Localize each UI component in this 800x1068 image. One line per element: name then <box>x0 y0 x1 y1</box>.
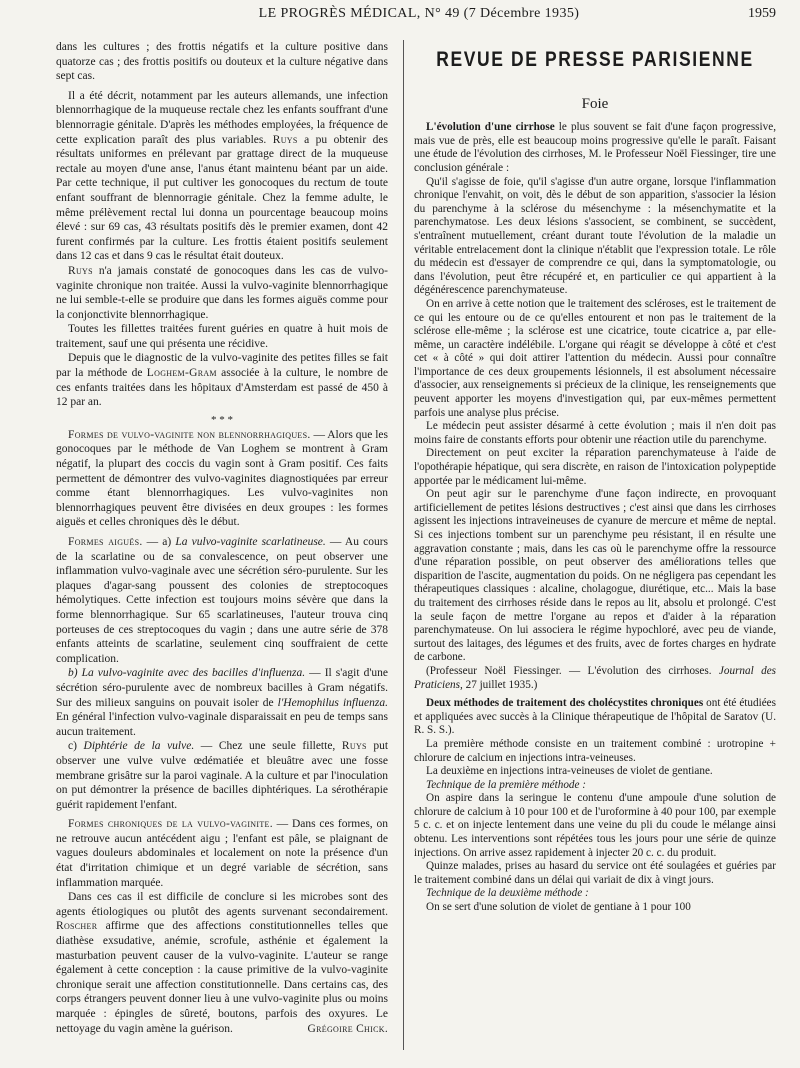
text-run: c) <box>68 740 77 753</box>
column-divider <box>403 40 404 1050</box>
subsection-title: Foie <box>581 95 609 112</box>
paragraph: On peut agir sur le parenchyme d'une façon indirecte, en provoquant artificiellement de petites lésions destructives ; c'est ainsi que dans les cirrhoses agissent les injections intraveineuses de cyanure de mercure et même de neptal. Si ces injections tombent sur un parenchyme peu résistant, il en résulte une aggravation constante ; mais, dans les cas où le parenchyme offre la ressource d'une réparation possible, on peut observer des améliorations telles que disparition de l'ascite, augmentation du poids. On ne négligera pas cependant les thérapeutiques classiques : alcaline, cholagogue, diurétique, etc... Mais la base du traitement des cirrhoses réside dans le repos au lit, absolu et prolongé. C'est la seule façon de mettre l'organe au repos et d'aider à la réparation parenchymateuse. On lui associera le régime hypochloré, avec peu de viande, surtout des laitages, des légumes et des fruits, avec de fortes charges en hydrate de carbone. <box>414 488 776 664</box>
paragraph <box>56 739 388 812</box>
journal-name: Journal des Praticiens, <box>414 664 777 691</box>
italic-heading: Diphtérie de la vulve. <box>83 740 195 753</box>
section-title: REVUE DE PRESSE PARISIENNE <box>436 46 754 71</box>
text-run: n'a jamais constaté de gonocoques dans les cas de vulvo-vaginite chronique non traitée. Aussi la vulvo-vaginite blennorrhagique ne lui semble-t-elle se produire que dans les formes aiguës comme pour la conjonctivite blennorrhagique. <box>56 264 388 321</box>
page-number: 1959 <box>748 6 776 21</box>
paragraph-heading: Formes aiguës. <box>68 536 143 548</box>
text-run: a pu obtenir des résultats uniformes en prélevant par grattage direct de la muqueuse rectale au moyen d'une anse, l'anus étant maintenu béant par un aide. Par cette technique, il put cultiver les gonocoques du rectum de toute enfant souffrant de blennorragie génitale. Chez la femme adulte, le même prélèvement rectal lui donna un pourcentage beaucoup moins élevé : sur 69 cas, 43 résultats positifs dès le premier examen, dont 42 furent confirmés par la culture. Les frottis étaient positifs seulement dans 12 cas et dans 9 cas le résultat était douteux. <box>56 133 389 263</box>
article-signature: Grégoire Chick. <box>307 1022 388 1035</box>
text-run: 27 juillet 1935.) <box>465 678 538 691</box>
italic-heading: Technique de la première méthode : <box>426 778 586 791</box>
right-column <box>414 46 777 915</box>
text-run: le plus souvent se fait d'une façon progressive, mais vue de près, elle est beaucoup moins progressive qu'elle le paraît. Faisant une étude de l'évolution des cirrhoses, M. le Professeur Noël Fiessinger, tire une conclusion générale : <box>414 121 776 174</box>
paragraph: On aspire dans la seringue le contenu d'une ampoule d'une solution de chlorure de calcium à 10 pour 100 et de l'uroformine à 40 pour 100, par exemple 5 c. c. et on injecte lentement dans une veine du pli du coude le mélange ainsi obtenu. Les interventions sont répétées tous les jours pour une série de quinze injections. On arrive assez rapidement à injecter 20 c. c. du produit. <box>414 792 776 859</box>
citation <box>414 665 776 692</box>
paragraph <box>56 89 388 264</box>
paragraph <box>56 666 388 739</box>
paragraph: Quinze malades, prises au hasard du service ont été soulagées et guéries par le traitement combiné dans un délai qui variait de dix à vingt jours. <box>414 860 776 886</box>
text-run: — Au cours de la scarlatine ou de sa convalescence, on peut observer une inflammation vulvo-vaginale avec une sécrétion séro-purulente. Sur les plaques d'agar-sang poussent des colonies de streptocoques hémolytiques. Cette infection est toujours moins sévère que dans la forme blennorrhagique. Sur 65 scarlatineuses, l'auteur trouva cinq porteuses de ces streptocoques du vagin ; dans une autre série de 378 enfants atteints de scarlatine, seulement cinq souffraient de cette complication. <box>56 536 389 665</box>
text-run: Dans ces cas il est difficile de conclure si les microbes sont des agents étiologiques ou plutôt des agents survenant secondairement. <box>56 891 388 918</box>
paragraph-heading: L'évolution d'une cirrhose <box>426 121 555 134</box>
paragraph: La deuxième en injections intra-veineuses de violet de gentiane. <box>426 765 713 778</box>
paragraph: Le médecin peut assister désarmé à cette évolution ; mais il n'en doit pas moins faire de constants efforts pour obtenir une réaction utile du parenchyme. <box>414 420 776 446</box>
italic-term: l'Hemophilus influenza. <box>277 696 388 709</box>
text-run: — a) <box>146 536 172 548</box>
left-column <box>56 40 388 1036</box>
paragraph <box>414 779 776 793</box>
paragraph-heading: Formes chroniques de la vulvo-vaginite. <box>68 818 273 831</box>
journal-title: LE PROGRÈS MÉDICAL, N° 49 (7 Décembre 1935) <box>258 6 580 21</box>
text-run: — Chez une seule fillette, <box>200 740 336 753</box>
author-name: Ruys <box>68 264 93 277</box>
author-name: Roscher <box>56 920 98 933</box>
italic-heading: b) La vulvo-vaginite avec des bacilles d'influenza. <box>68 667 306 680</box>
paragraph: Qu'il s'agisse de foie, qu'il s'agisse d'un autre organe, lorsque l'inflammation chronique l'envahit, on voit, dès le début de son apparition, s'associer la lésion du parenchyme à la sclérose du mésenchyme : la mésenchymatite et la parenchymatose. Les deux lésions s'associent, se combinent, se succèdent, s'entraînent mutuellement, créant durant toute l'évolution de la maladie un véritable entrelacement dont la clinique n'établit que l'expression totale. Le rôle du médecin est d'essayer de comprendre ce qui, dans la symptomatologie, ou dans l'évolution, peut être récupéré et, en particulier ce qui appartient à la dégénérescence parenchymateuse. <box>414 175 776 297</box>
text-run: — Dans ces formes, on ne retrouve aucun antécédent aigu ; l'enfant est pâle, se plaignant de vagues douleurs abdominales et localement on note la présence d'un état d'irritation chimique et un degré variable de sécrétion, sans inflammation marquée. <box>56 818 388 889</box>
paragraph: Toutes les fillettes traitées furent guéries en quatre à huit mois de traitement, sauf une qui présenta une récidive. <box>56 323 388 350</box>
text-run: associée à la culture, le nombre de ces enfants traitées dans les hôpitaux d'Amsterdam est passé de 450 à 12 par an. <box>56 367 389 409</box>
paragraph <box>56 264 388 322</box>
running-header <box>56 6 782 32</box>
text-run: — Il s'agit d'une sécrétion séro-purulente avec de nombreux bacilles à Gram négatifs. Sur des milieux sanguins on pouvait isoler de <box>56 667 389 709</box>
text-run: (Professeur Noël Fiessinger. — L'évolution des cirrhoses. <box>426 664 712 677</box>
paragraph <box>56 351 388 409</box>
paragraph <box>414 121 776 175</box>
paragraph: On en arrive à cette notion que le traitement des scléroses, est le traitement de ce qui les entoure ou de ce qu'elles entourent et non pas le traitement de la sclérose elle-même ; la sclérose est une cicatrice, toute cicatrice a, par elle-même, un caractère indélébile. L'organe qui réagit se développe à côté et c'est cet « à côté » qui doit attirer l'attention du médecin. Aussi pour connaître l'importance de ces deux groupements lésionnels, il est absolument nécessaire d'associer, aux renseignements si précieux de la clinique, les renseignements que peuvent apporter les moyens d'investigation qui, par eux-mêmes permettent parfois une analyse plus précise. <box>414 297 776 419</box>
text-run: affirme que des affections constitutionnelles telles que diathèse exsudative, anémie, scrofule, asthénie et également la masturbation peuvent causer de la vulvo-vaginite. L'auteur se range également à cette conception : la cause primitive de la vulvo-vaginite chronique serait une affection constitutionnelle. Dans certains cas, des corps étrangers peuvent donner lieu à une vulvo-vaginite plus ou moins marquée : épingles de sûreté, boutons, parfois des oxyures. Le nettoyage du vagin amène la guérison. <box>56 920 388 1035</box>
paragraph-heading: Deux méthodes de traitement des cholécystites chroniques <box>426 697 704 710</box>
text-run: Il a été décrit, notamment par les auteurs allemands, une infection blennorrhagique de la muqueuse rectale chez les enfants souffrant d'une blennorragie génitale. D'après les méthodes employées, la fréquence de cette explication paraît des plus variables. <box>56 89 388 146</box>
text-run: En général l'infection vulvo-vaginale disparaissait en peu de temps sans aucun traitement. <box>56 711 388 738</box>
paragraph <box>56 535 388 666</box>
paragraph: Directement on peut exciter la réparation parenchymateuse à l'aide de l'opothérapie hépatique, qui sera discrète, en raison de l'intoxication polypeptide apportée par le médicament lui-même. <box>414 447 776 487</box>
text-run: — Alors que les gonocoques par le méthode de Van Loghem se montrent à Gram négatif, la plupart des coccis du vagin sont à Gram positif. Ces faits permettent de démontrer des vulvo-vaginites diagnostiquées par erreur comme étant blennorrhagiques. Les vulvo-vaginites non blennorrhagiques peuvent être divisées en deux groupes : les formes aiguës et celles chroniques dès le début. <box>56 428 388 529</box>
paragraph: La première méthode consiste en un traitement combiné : urotropine + chlorure de calcium en injections intra-veineuses. <box>414 737 776 764</box>
text-run: ont été étudiées et appliquées avec succès à la Clinique thérapeutique de l'hôpital de Saratov (U. R. S. S.). <box>414 697 776 737</box>
method-name: Loghem-Gram <box>146 367 217 380</box>
italic-heading: Technique de la deuxième méthode : <box>426 887 589 900</box>
italic-heading: La vulvo-vaginite scarlatineuse. <box>175 536 326 548</box>
section-separator: * * * <box>211 413 233 426</box>
author-name: Ruys <box>341 740 367 753</box>
paragraph <box>414 697 776 738</box>
text-run: Depuis que le diagnostic de la vulvo-vaginite des petites filles se fait par la méthode de <box>56 352 388 380</box>
paragraph <box>414 887 776 901</box>
author-name: Ruys <box>272 133 298 146</box>
paragraph-heading: Formes de vulvo-vaginite non blennorrhagiques. <box>68 428 311 441</box>
text-run: put observer une vulve vulve œdématiée et bleuâtre avec une fosse membrane grisâtre sur la paroi vaginale. A la culture et par l'inoculation on put démontrer la présence de bacilles diphtériques. La sérothérapie guérit rapidement l'enfant. <box>56 740 389 811</box>
paragraph <box>56 890 388 1036</box>
paragraph: dans les cultures ; des frottis négatifs et la culture positive dans quatorze cas ; des frottis positifs ou douteux et la culture négative dans sept cas. <box>56 41 388 83</box>
paragraph <box>56 817 388 890</box>
paragraph <box>56 428 388 530</box>
paragraph: On se sert d'une solution de violet de gentiane à 1 pour 100 <box>426 901 691 914</box>
